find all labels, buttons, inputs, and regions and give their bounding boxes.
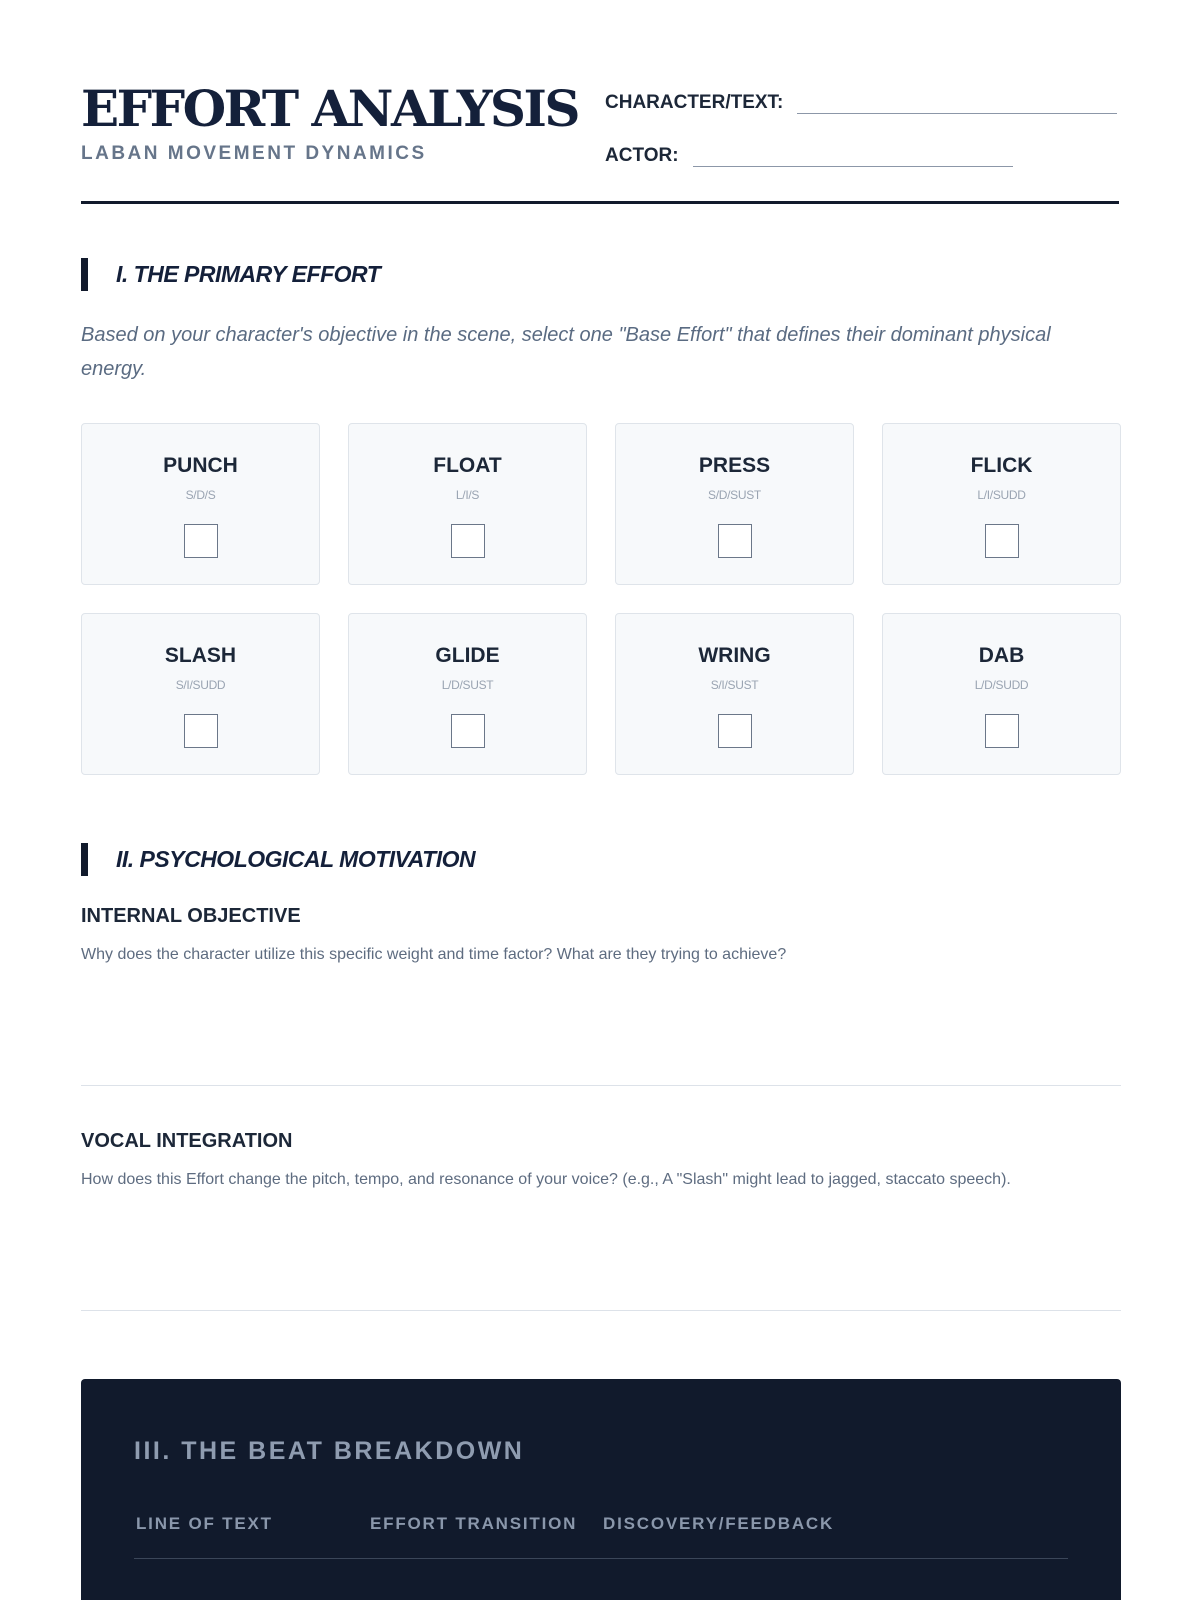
effort-code: L/D/SUST xyxy=(441,678,494,692)
effort-card-dab[interactable] xyxy=(882,613,1121,775)
effort-name: SLASH xyxy=(164,644,237,667)
vocal-integration-prompt: How does this Effort change the pitch, tempo, and resonance of your voice? (e.g., A "Slash" might lead to jagged, staccato speech). xyxy=(81,1171,1011,1188)
effort-code: S/I/SUST xyxy=(710,678,759,692)
effort-card-float[interactable] xyxy=(348,423,587,585)
effort-grid xyxy=(81,423,1121,775)
effort-name: GLIDE xyxy=(435,644,500,667)
effort-card-flick[interactable] xyxy=(882,423,1121,585)
column-discovery-feedback: DISCOVERY/FEEDBACK xyxy=(603,1514,835,1533)
effort-name: DAB xyxy=(978,644,1025,667)
beat-breakdown-title: III. THE BEAT BREAKDOWN xyxy=(134,1437,525,1465)
effort-card-wring[interactable] xyxy=(615,613,854,775)
character-label: CHARACTER/TEXT: xyxy=(605,92,784,113)
section-title: I. THE PRIMARY EFFORT xyxy=(116,261,381,287)
effort-card-glide[interactable] xyxy=(348,613,587,775)
vocal-integration-answer[interactable] xyxy=(81,1205,1121,1311)
page-title: EFFORT ANALYSIS xyxy=(81,79,578,138)
effort-code: L/D/SUDD xyxy=(974,678,1029,692)
section-intro: Based on your character's objective in the scene, select one "Base Effort" that defines their dominant physical energy. xyxy=(81,324,1051,380)
section-motivation-heading xyxy=(81,843,475,876)
effort-checkbox[interactable] xyxy=(184,524,218,558)
section-title: II. PSYCHOLOGICAL MOTIVATION xyxy=(116,846,476,872)
effort-name: FLICK xyxy=(970,454,1033,477)
column-effort-transition: EFFORT TRANSITION xyxy=(370,1514,578,1533)
header xyxy=(81,0,1119,204)
effort-checkbox[interactable] xyxy=(985,714,1019,748)
effort-card-press[interactable] xyxy=(615,423,854,585)
character-input[interactable] xyxy=(797,90,1117,114)
internal-objective-answer[interactable] xyxy=(81,980,1121,1086)
page-subtitle: LABAN MOVEMENT DYNAMICS xyxy=(81,143,427,164)
effort-code: L/I/S xyxy=(455,488,480,502)
section-marker xyxy=(81,258,88,291)
section-primary-effort-heading xyxy=(81,258,380,291)
effort-card-slash[interactable] xyxy=(81,613,320,775)
effort-code: L/I/SUDD xyxy=(977,488,1026,502)
internal-objective-prompt: Why does the character utilize this specific weight and time factor? What are they trying to achieve? xyxy=(81,946,787,963)
effort-name: PUNCH xyxy=(163,454,238,477)
beat-table-header xyxy=(134,1514,1068,1559)
effort-checkbox[interactable] xyxy=(718,714,752,748)
effort-checkbox[interactable] xyxy=(718,524,752,558)
effort-name: FLOAT xyxy=(433,454,502,477)
effort-code: S/D/SUST xyxy=(708,488,761,502)
effort-code: S/I/SUDD xyxy=(175,678,226,692)
beat-breakdown-panel xyxy=(81,1379,1121,1600)
effort-name: PRESS xyxy=(698,454,771,477)
character-field xyxy=(605,90,1117,114)
effort-checkbox[interactable] xyxy=(451,714,485,748)
effort-checkbox[interactable] xyxy=(451,524,485,558)
vocal-integration-label: VOCAL INTEGRATION xyxy=(81,1130,293,1152)
column-line-of-text: LINE OF TEXT xyxy=(136,1514,273,1533)
actor-input[interactable] xyxy=(693,143,1013,167)
actor-field xyxy=(605,143,1013,167)
effort-checkbox[interactable] xyxy=(184,714,218,748)
section-marker xyxy=(81,843,88,876)
effort-name: WRING xyxy=(698,644,771,667)
internal-objective-label: INTERNAL OBJECTIVE xyxy=(81,905,301,927)
effort-code: S/D/S xyxy=(185,488,216,502)
effort-checkbox[interactable] xyxy=(985,524,1019,558)
effort-card-punch[interactable] xyxy=(81,423,320,585)
actor-label: ACTOR: xyxy=(605,145,679,166)
